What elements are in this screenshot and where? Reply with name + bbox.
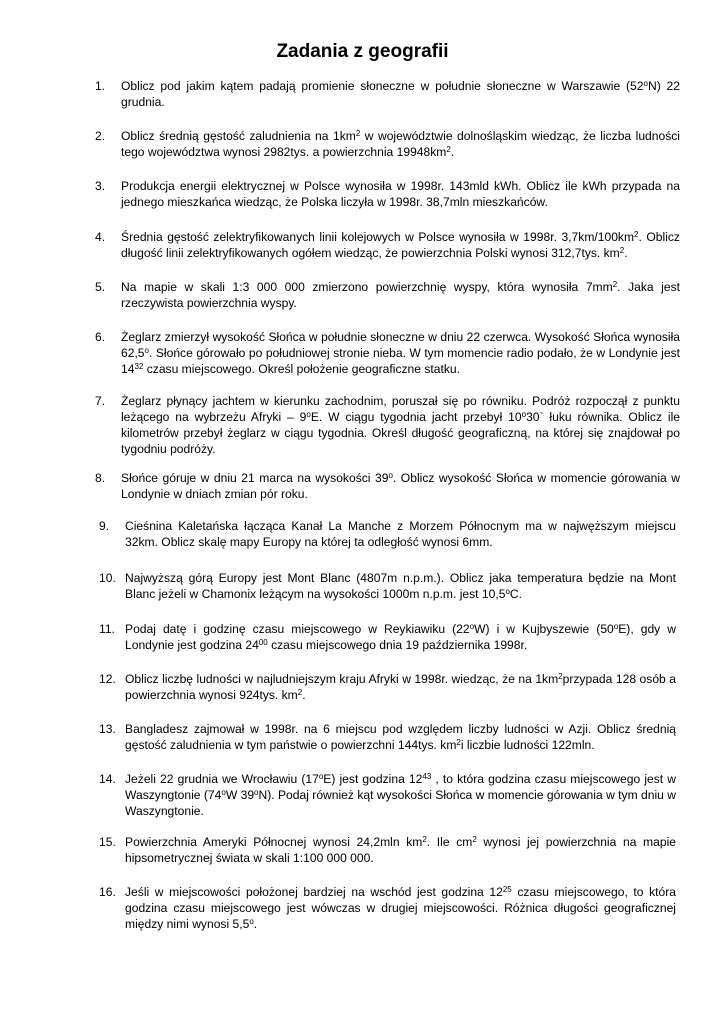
- text-segment: , to która godzina czasu miejscowego jest w Waszyngtonie (74: [125, 772, 676, 802]
- superscript: o: [505, 587, 510, 596]
- text-segment: . Jaka jest rzeczywista powierzchnia wyspy.: [121, 280, 680, 310]
- task-number: 9.: [99, 519, 110, 533]
- text-segment: .: [302, 688, 306, 702]
- text-segment: .: [450, 145, 455, 159]
- text-segment: Jeżeli 22 grudnia we Wrocławiu (17: [125, 772, 319, 786]
- superscript: o: [643, 79, 648, 88]
- text-segment: Produkcja energii elektrycznej w Polsce wynosiła w 1998r. 143mld kWh. Oblicz ile kWh przypada na jednego mieszkańca wiedząc, że Polska liczyła w 1998r. 38,7mln mieszkańców.: [121, 179, 680, 209]
- text-segment: E) jest godzina 12: [323, 772, 423, 786]
- superscript: 43: [422, 772, 432, 781]
- text-segment: Podaj datę i godzinę czasu miejscowego w Reykiawiku (22: [125, 622, 470, 636]
- text-segment: W) i w Kujbyszewie (50: [474, 622, 614, 636]
- task-text: [121, 229, 680, 261]
- text-segment: Oblicz liczbę ludności w najludniejszym kraju Afryki w 1998r. wiedząc, że na 1km: [125, 672, 559, 686]
- superscript: 2: [634, 230, 639, 239]
- text-segment: E), gdy w Londynie jest godzina 24: [125, 622, 676, 652]
- text-segment: czasu miejscowego dnia 19 października 1998r.: [267, 638, 528, 652]
- text-segment: Powierzchnia Ameryki Północnej wynosi 24,2mln km: [125, 835, 423, 849]
- text-segment: E. W ciągu tygodnia jacht przebył 10: [310, 410, 522, 424]
- task-number: 10.: [99, 571, 116, 585]
- task-number: 13.: [99, 722, 116, 736]
- text-segment: Żeglarz zmierzył wysokość Słońca w południe słoneczne w dniu 22 czerwca. Wysokość Słońca wynosiła 62,5: [121, 330, 680, 360]
- text-segment: Jeśli w miejscowości położonej bardziej na wschód jest godzina 12: [125, 885, 503, 899]
- text-segment: Średnia gęstość zelektryfikowanych linii kolejowych w Polsce wynosiła w 1998r. 3,7km/100km: [121, 230, 635, 244]
- superscript: 2: [456, 738, 461, 747]
- superscript: 2: [422, 835, 427, 844]
- text-segment: Bangladesz zajmował w 1998r. na 6 miejscu pod względem liczby ludności w Azji. Oblicz średnią gęstość zaludnienia w tym państwie o powierzchni 144tys. km: [125, 722, 676, 752]
- superscript: o: [521, 410, 527, 419]
- text-segment: wynosi jej powierzchnia na mapie hipsometrycznej świata w skali 1:100 000 000.: [125, 835, 676, 865]
- task-text: [121, 279, 680, 311]
- text-segment: Najwyższą górą Europy jest Mont Blanc (4807m n.p.m.). Oblicz jaka temperatura będzie na Mont Blanc jeżeli w Chamonix leżącym na wysokości 1000m n.p.m. jest 10,5: [125, 571, 676, 601]
- superscript: 32: [134, 362, 144, 371]
- text-segment: . Ile cm: [426, 835, 473, 849]
- task-number: 14.: [99, 772, 116, 786]
- text-segment: przypada 128 osób a powierzchnia wynosi 924tys. km: [125, 672, 676, 702]
- task-number: 5.: [95, 280, 106, 294]
- task-text: [125, 834, 676, 866]
- superscript: o: [249, 917, 254, 926]
- text-segment: .: [253, 917, 258, 931]
- superscript: 2: [446, 145, 451, 154]
- task-number: 8.: [95, 471, 106, 485]
- superscript: o: [306, 410, 311, 419]
- superscript: o: [388, 471, 393, 480]
- text-segment: Na mapie w skali 1:3 000 000 zmierzono powierzchnię wyspy, która wynosiła 7mm: [121, 280, 613, 294]
- task-number: 3.: [95, 179, 106, 193]
- task-number: 6.: [95, 330, 106, 344]
- superscript: 2: [558, 672, 563, 681]
- text-segment: Oblicz średnią gęstość zaludnienia na 1km: [121, 129, 356, 143]
- superscript: 2: [472, 835, 477, 844]
- task-number: 12.: [99, 672, 116, 686]
- superscript: o: [613, 622, 619, 631]
- task-number: 16.: [99, 885, 116, 899]
- text-segment: czasu miejscowego. Określ położenie geograficzne statku.: [143, 362, 460, 376]
- text-segment: Słońce góruje w dniu 21 marca na wysokości 39: [121, 471, 389, 485]
- task-text: [121, 128, 680, 160]
- task-text: [121, 178, 680, 210]
- task-text: [125, 570, 676, 602]
- task-number: 15.: [99, 835, 116, 849]
- task-text: [125, 884, 676, 932]
- text-segment: i liczbie ludności 122mln.: [460, 738, 595, 752]
- text-segment: w województwie dolnośląskim wiedząc, że liczba ludności tego województwa wynosi 2982tys. a powierzchnia 19948km: [121, 129, 680, 159]
- text-segment: 30` łuku równika. Oblicz ile kilometrów przebył żeglarz w ciągu tygodnia. Określ długość geograficzną, na której się znajdował po tygodniu podróży.: [121, 410, 680, 456]
- superscript: 00: [258, 638, 268, 647]
- task-text: [121, 78, 680, 110]
- text-segment: Cieśnina Kaletańska łącząca Kanał La Manche z Morzem Północnym ma w najwęższym miejscu 32km. Oblicz skalę mapy Europy na której ta odległość wynosi 6mm.: [125, 519, 676, 549]
- task-number: 7.: [95, 394, 106, 408]
- text-segment: Oblicz pod jakim kątem padają promienie słoneczne w południe słoneczne w Warszawie (52: [121, 79, 644, 93]
- task-text: [125, 621, 676, 653]
- text-segment: . Oblicz wysokość Słońca w momencie górowania w Londynie w dniach zmian pór roku.: [121, 471, 681, 501]
- text-segment: . Słońce górowało po południowej stronie nieba. W tym momencie radio podało, że w Londynie jest 14: [121, 346, 680, 376]
- superscript: o: [221, 788, 226, 797]
- text-segment: N). Podaj również kąt wysokości Słońca w momencie górowania w tym dniu w Waszyngtonie.: [125, 788, 676, 818]
- task-text: [121, 470, 680, 502]
- superscript: 2: [355, 129, 361, 138]
- task-text: [125, 771, 676, 819]
- page-title: Zadania z geografii: [276, 41, 449, 62]
- task-number: 2.: [95, 129, 106, 143]
- task-number: 1.: [95, 79, 106, 93]
- text-segment: .: [624, 246, 628, 260]
- superscript: 2: [612, 280, 618, 289]
- superscript: o: [318, 772, 324, 781]
- task-text: [121, 329, 680, 377]
- task-text: [125, 671, 676, 703]
- superscript: o: [144, 346, 149, 355]
- text-segment: N) 22 grudnia.: [121, 79, 681, 109]
- text-segment: W 39: [225, 788, 255, 802]
- task-text: [125, 721, 676, 753]
- text-segment: Żeglarz płynący jachtem w kierunku zachodnim, poruszał się po równiku. Podróż rozpoczął z punktu leżącego na wybrzeżu Afryki – 9: [121, 394, 680, 424]
- superscript: 25: [502, 885, 512, 894]
- task-text: [121, 393, 680, 457]
- text-segment: C.: [509, 587, 522, 601]
- superscript: o: [469, 622, 475, 631]
- task-text: [125, 518, 676, 550]
- superscript: 2: [297, 688, 303, 697]
- superscript: o: [254, 788, 259, 797]
- superscript: 2: [619, 246, 625, 255]
- text-segment: czasu miejscowego, to która godzina czasu miejscowego jest wówczas w drugiej miejscowości. Różnica długości geograficznej między nimi wynosi 5,5: [125, 885, 677, 931]
- text-segment: . Oblicz długość linii zelektryfikowanych ogółem wiedząc, że powierzchnia Polski wynosi 312,7tys. km: [121, 230, 680, 260]
- task-number: 4.: [95, 230, 106, 244]
- task-number: 11.: [99, 622, 115, 636]
